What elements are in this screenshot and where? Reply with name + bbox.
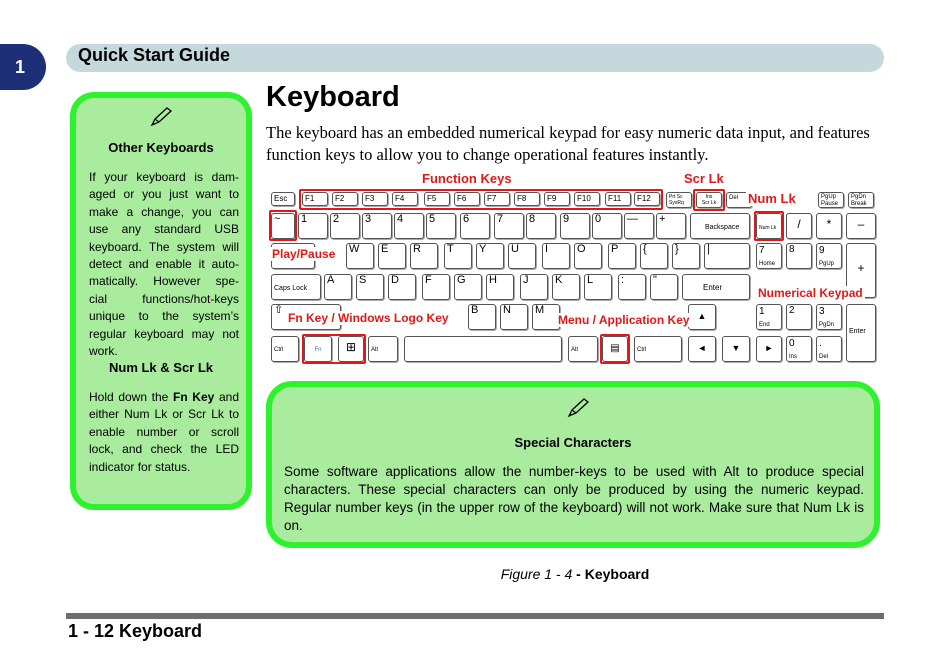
scr-lk-label: Scr Lk <box>684 171 724 186</box>
key-kp-dot-del: . Del <box>816 336 842 362</box>
special-characters-title: Special Characters <box>514 435 632 450</box>
footer-rule <box>66 613 884 619</box>
function-keys-highlight <box>299 189 663 210</box>
key-s: S <box>356 274 384 300</box>
key-o: O <box>574 243 602 269</box>
chapter-number: 1 <box>14 56 25 77</box>
menu-app-label: Menu / Application Key <box>558 313 690 327</box>
key-y: Y <box>476 243 504 269</box>
key-f6: F6 <box>454 192 480 206</box>
key-n: N <box>500 304 528 330</box>
key-kp-minus: – <box>846 213 876 239</box>
key-plus: + <box>656 213 686 239</box>
key-t: T <box>444 243 472 269</box>
key-1: 1 <box>298 213 328 239</box>
scrlk-highlight <box>693 189 725 211</box>
key-kp3-pgdn: 3 PgDn <box>816 304 842 330</box>
key-f: F <box>422 274 450 300</box>
key-up: ▲ <box>688 304 716 330</box>
key-0: 0 <box>592 213 622 239</box>
key-del: Del <box>726 192 752 208</box>
key-l: L <box>584 274 612 300</box>
key-3: 3 <box>362 213 392 239</box>
key-numlk: Num Lk <box>756 213 782 239</box>
key-k: K <box>552 274 580 300</box>
key-colon: : <box>618 274 646 300</box>
fn-windows-highlight <box>302 334 366 364</box>
key-h: H <box>486 274 514 300</box>
page-title: Keyboard <box>266 81 400 113</box>
key-kp2: 2 <box>786 304 812 330</box>
key-d: D <box>388 274 416 300</box>
key-lbracket: { <box>640 243 668 269</box>
pencil-icon <box>148 106 174 128</box>
key-kp1-end: 1 End <box>756 304 782 330</box>
play-pause-highlight <box>269 210 297 241</box>
pencil-icon <box>565 397 591 419</box>
key-f11: F11 <box>605 192 631 206</box>
other-keyboards-title: Other Keyboards <box>108 140 214 155</box>
key-kp7-home: 7 Home <box>756 243 782 269</box>
key-down: ▼ <box>722 336 750 362</box>
key-kp0-ins: 0 Ins <box>786 336 812 362</box>
numlk-scrlk-title: Num Lk & Scr Lk <box>108 360 214 375</box>
key-shift-left: ⇧ <box>271 304 341 330</box>
key-f5: F5 <box>424 192 450 206</box>
key-kp-enter: Enter <box>846 304 876 362</box>
key-kp-divide: / <box>786 213 812 239</box>
key-6: 6 <box>460 213 490 239</box>
key-g: G <box>454 274 482 300</box>
key-right: ► <box>756 336 782 362</box>
key-quote: " <box>650 274 678 300</box>
numlk-scrlk-body: Hold down the Fn Key and either Num Lk or Scr Lk to enable number or scroll lock, and check the LED indicator for status. <box>89 390 239 474</box>
key-f8: F8 <box>514 192 540 206</box>
key-8: 8 <box>526 213 556 239</box>
key-j: J <box>520 274 548 300</box>
key-9: 9 <box>560 213 590 239</box>
fn-windows-label: Fn Key / Windows Logo Key <box>288 311 449 325</box>
key-pgup-pause: PgUp Pause <box>818 192 844 208</box>
key-w: W <box>346 243 374 269</box>
key-alt-left: Alt <box>368 336 398 362</box>
key-rbracket: } <box>672 243 700 269</box>
key-spacebar <box>404 336 562 362</box>
key-left: ◄ <box>688 336 716 362</box>
key-kp9-pgup: 9 PgUp <box>816 243 842 269</box>
special-characters-note <box>266 381 880 548</box>
key-e: E <box>378 243 406 269</box>
key-5: 5 <box>426 213 456 239</box>
header-title: Quick Start Guide <box>78 45 231 65</box>
other-keyboards-body: If your keyboard is dam- aged or you just want to make a change, you can use any standard USB keyboard. The system will detect and enable it auto- matically. However spe- cial functions/hot-keys unique to the system’s regular keyboard may not work. <box>89 170 239 359</box>
play-pause-label: Play/Pause <box>272 247 336 261</box>
key-f7: F7 <box>484 192 510 206</box>
page-footer: 1 - 12 Keyboard <box>68 621 203 641</box>
key-capslock: Caps Lock <box>271 274 321 300</box>
key-kp-multiply: * <box>816 213 842 239</box>
other-keyboards-note <box>70 92 252 510</box>
key-b: B <box>468 304 496 330</box>
chapter-tab <box>0 44 46 90</box>
intro-paragraph: The keyboard has an embedded numerical keypad for easy numeric data input, and features function keys to allow you to change operational features instantly. <box>266 123 870 164</box>
key-f3: F3 <box>362 192 388 206</box>
key-f2: F2 <box>332 192 358 206</box>
numlk-highlight <box>754 211 784 241</box>
key-7: 7 <box>494 213 524 239</box>
key-f1: F1 <box>302 192 328 206</box>
key-4: 4 <box>394 213 424 239</box>
menu-key-highlight <box>600 334 630 364</box>
function-keys-label: Function Keys <box>422 171 512 186</box>
key-alt-right: Alt <box>568 336 598 362</box>
key-pipe: | <box>704 243 750 269</box>
key-prtsc: Prt Sc SysRq <box>666 192 692 208</box>
key-enter: Enter <box>682 274 750 300</box>
key-m: M <box>532 304 560 330</box>
key-ctrl-left: Ctrl <box>271 336 299 362</box>
key-pgdn-break: PgDn Break <box>848 192 874 208</box>
key-f12: F12 <box>634 192 660 206</box>
special-characters-body: Some software applications allow the number-keys to be used with Alt to produce special characters. These special characters can only be produced by using the numeric keypad. Regular number keys (in the upper row of the keyboard) will not work. Make sure that Num Lk is on. <box>284 464 864 533</box>
key-r: R <box>410 243 438 269</box>
key-ctrl-right: Ctrl <box>634 336 682 362</box>
key-u: U <box>508 243 536 269</box>
key-ins-scrlk: Ins Scr Lk <box>696 192 722 208</box>
figure-name: - Keyboard <box>576 566 650 582</box>
key-backspace: Backspace <box>690 213 750 239</box>
key-menu: ▤ <box>602 336 628 362</box>
figure-number: Figure 1 - 4 <box>500 566 573 582</box>
key-kp8: 8 <box>786 243 812 269</box>
figure-caption <box>0 566 950 582</box>
key-kp-plus: + <box>846 243 876 298</box>
keyboard-illustration <box>268 171 880 368</box>
key-f9: F9 <box>544 192 570 206</box>
key-fn: Fn <box>304 336 332 362</box>
key-i: I <box>542 243 570 269</box>
num-lk-label: Num Lk <box>748 191 796 206</box>
key-a: A <box>324 274 352 300</box>
numerical-keypad-label: Numerical Keypad <box>758 286 863 300</box>
key-minus: — <box>624 213 654 239</box>
key-esc: Esc <box>271 192 295 206</box>
key-tilde: ~ <box>271 213 295 239</box>
key-p: P <box>608 243 636 269</box>
key-2: 2 <box>330 213 360 239</box>
key-windows: ⊞ <box>338 336 364 362</box>
key-f10: F10 <box>574 192 600 206</box>
key-f4: F4 <box>392 192 418 206</box>
